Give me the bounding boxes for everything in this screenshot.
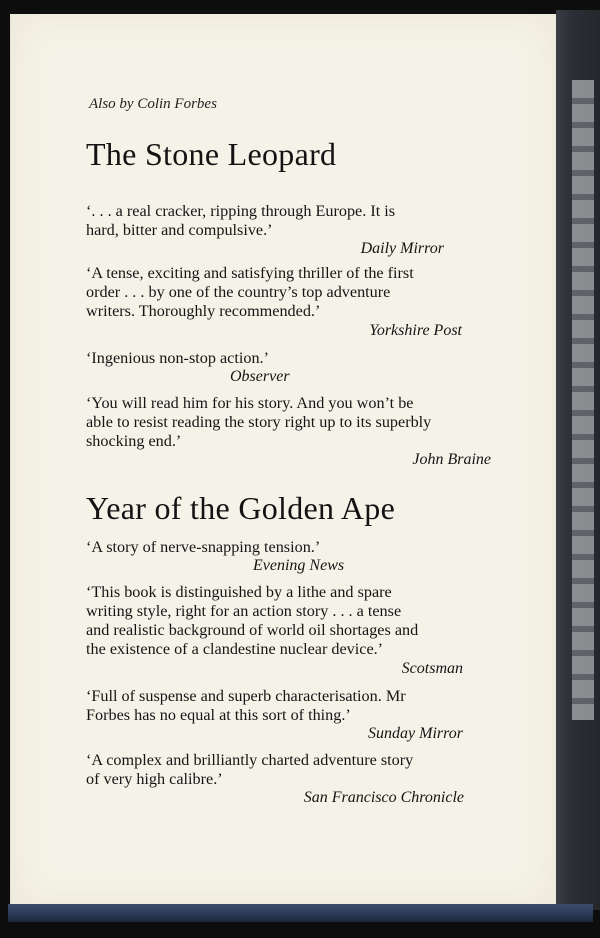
- quote-line: hard, bitter and compulsive.’: [86, 221, 273, 239]
- review-source: Yorkshire Post: [369, 322, 462, 339]
- review-quote: [86, 394, 496, 451]
- review-quote: [86, 687, 496, 725]
- book-title-stone-leopard: The Stone Leopard: [86, 136, 337, 172]
- quote-line: ‘A story of nerve-snapping tension.’: [86, 538, 321, 556]
- quote-line: order . . . by one of the country’s top adventure: [86, 283, 391, 301]
- quote-line: and realistic background of world oil shortages and: [86, 621, 419, 639]
- book-bottom-edge: [8, 904, 593, 922]
- quote-line: ‘Ingenious non-stop action.’: [86, 349, 269, 367]
- quote-line: of very high calibre.’: [86, 770, 223, 788]
- quote-line: ‘A tense, exciting and satisfying thriller of the first: [86, 264, 414, 282]
- review-quote: [86, 583, 496, 659]
- also-by-line: Also by Colin Forbes: [89, 96, 217, 112]
- quote-line: writers. Thoroughly recommended.’: [86, 302, 321, 320]
- quote-line: writing style, right for an action story . . . a tense: [86, 602, 402, 620]
- review-quote: [86, 264, 496, 321]
- quote-line: ‘A complex and brilliantly charted adventure story: [86, 751, 414, 769]
- review-source: Scotsman: [401, 660, 463, 677]
- review-quote: [86, 202, 496, 240]
- review-source: Observer: [230, 368, 290, 385]
- book-title-year-of-the-golden-ape: Year of the Golden Ape: [86, 490, 396, 526]
- quote-line: ‘You will read him for his story. And you won’t be: [86, 394, 414, 412]
- quote-line: ‘This book is distinguished by a lithe and spare: [86, 583, 392, 601]
- review-quote: [86, 751, 496, 789]
- review-source: John Braine: [412, 451, 491, 468]
- review-source: Evening News: [253, 557, 345, 574]
- review-quote: [86, 538, 496, 557]
- blurb-page: [10, 14, 556, 906]
- quote-line: ‘. . . a real cracker, ripping through Europe. It is: [86, 202, 396, 220]
- review-source: Sunday Mirror: [368, 725, 463, 742]
- quote-line: Forbes has no equal at this sort of thing.’: [86, 706, 351, 724]
- spine-lettering-edge: [572, 80, 594, 720]
- review-quote: [86, 349, 496, 368]
- review-source: Daily Mirror: [360, 240, 444, 257]
- review-source: San Francisco Chronicle: [303, 789, 464, 806]
- quote-line: able to resist reading the story right up to its superbly: [86, 413, 432, 431]
- quote-line: shocking end.’: [86, 432, 182, 450]
- quote-line: ‘Full of suspense and superb characterisation. Mr: [86, 687, 406, 705]
- quote-line: the existence of a clandestine nuclear device.’: [86, 640, 384, 658]
